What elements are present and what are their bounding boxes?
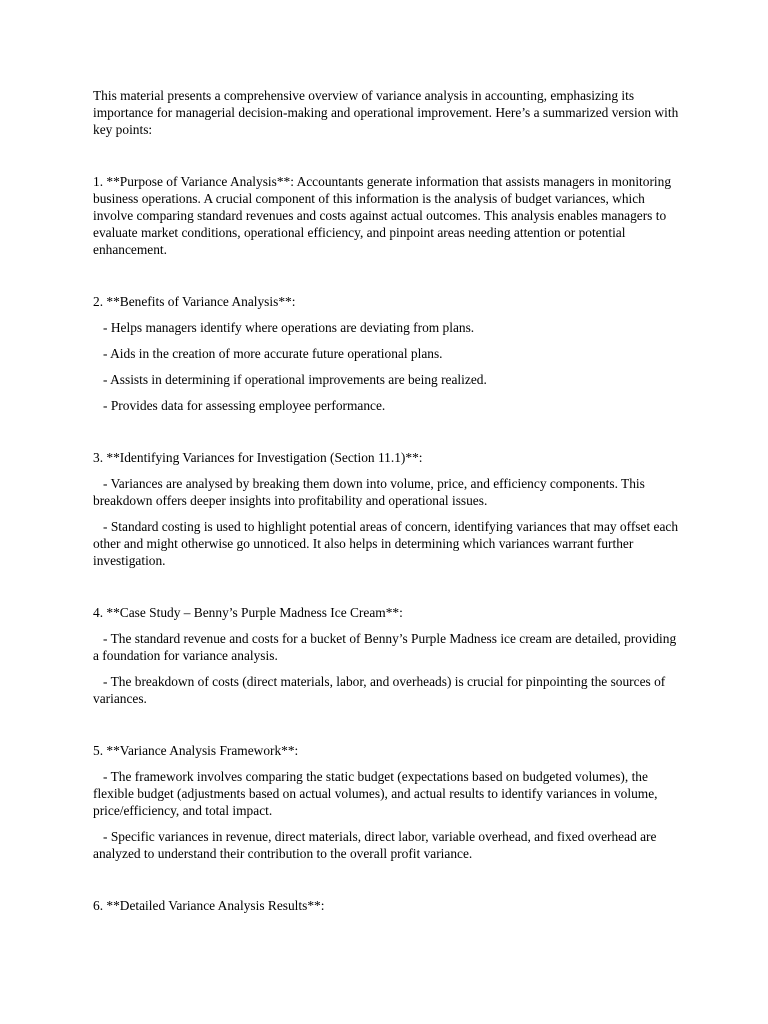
list-item-text: - Assists in determining if operational improvements are being realized. (103, 372, 487, 387)
section-3-heading: 3. **Identifying Variances for Investigation (Section 11.1)**: (93, 450, 423, 465)
section-6-heading: 6. **Detailed Variance Analysis Results**: (93, 898, 325, 913)
section-6 (93, 897, 683, 914)
section-2-heading: 2. **Benefits of Variance Analysis**: (93, 294, 296, 309)
intro-paragraph: This material presents a comprehensive overview of variance analysis in accounting, emphasizing its importance for managerial decision-making and operational improvement. Here’s a summarized version with key points: (93, 88, 679, 137)
list-item (93, 673, 683, 707)
list-item (93, 768, 683, 819)
list-item-text: - The breakdown of costs (direct materials, labor, and overheads) is crucial for pinpointing the sources of variances. (93, 674, 666, 706)
section-4-list (93, 630, 683, 707)
list-item (93, 397, 683, 414)
section-3 (93, 449, 683, 569)
list-item-text: - The standard revenue and costs for a bucket of Benny’s Purple Madness ice cream are detailed, providing a foundation for variance analysis. (93, 631, 677, 663)
list-item (93, 630, 683, 664)
list-item (93, 828, 683, 862)
section-1-paragraph: 1. **Purpose of Variance Analysis**: Accountants generate information that assists managers in monitoring business operations. A crucial component of this information is the analysis of budget variances, which involve comparing standard revenues and costs against actual outcomes. This analysis enables managers to evaluate market conditions, operational efficiency, and pinpoint areas needing attention or potential enhancement. (93, 174, 672, 257)
list-item-text: - Provides data for assessing employee performance. (103, 398, 386, 413)
section-5-list (93, 768, 683, 862)
section-1 (93, 173, 683, 258)
section-4-heading: 4. **Case Study – Benny’s Purple Madness Ice Cream**: (93, 605, 403, 620)
list-item (93, 371, 683, 388)
list-item-text: - Variances are analysed by breaking them down into volume, price, and efficiency components. This breakdown offers deeper insights into profitability and operational issues. (93, 476, 645, 508)
section-3-list (93, 475, 683, 569)
list-item (93, 345, 683, 362)
section-4 (93, 604, 683, 707)
list-item-text: - Helps managers identify where operations are deviating from plans. (103, 320, 475, 335)
list-item (93, 518, 683, 569)
section-2 (93, 293, 683, 414)
list-item-text: - Standard costing is used to highlight potential areas of concern, identifying variances that may offset each other and might otherwise go unnoticed. It also helps in determining which variances warrant further investigation. (93, 519, 679, 568)
list-item (93, 475, 683, 509)
list-item-text: - Aids in the creation of more accurate future operational plans. (103, 346, 443, 361)
section-5-heading: 5. **Variance Analysis Framework**: (93, 743, 299, 758)
list-item (93, 319, 683, 336)
list-item-text: - Specific variances in revenue, direct materials, direct labor, variable overhead, and fixed overhead are analyzed to understand their contribution to the overall profit variance. (93, 829, 657, 861)
list-item-text: - The framework involves comparing the static budget (expectations based on budgeted volumes), the flexible budget (adjustments based on actual volumes), and actual results to identify variances in volume, price/efficiency, and total impact. (93, 769, 658, 818)
section-5 (93, 742, 683, 862)
document-page (93, 87, 683, 949)
section-2-list (93, 319, 683, 414)
